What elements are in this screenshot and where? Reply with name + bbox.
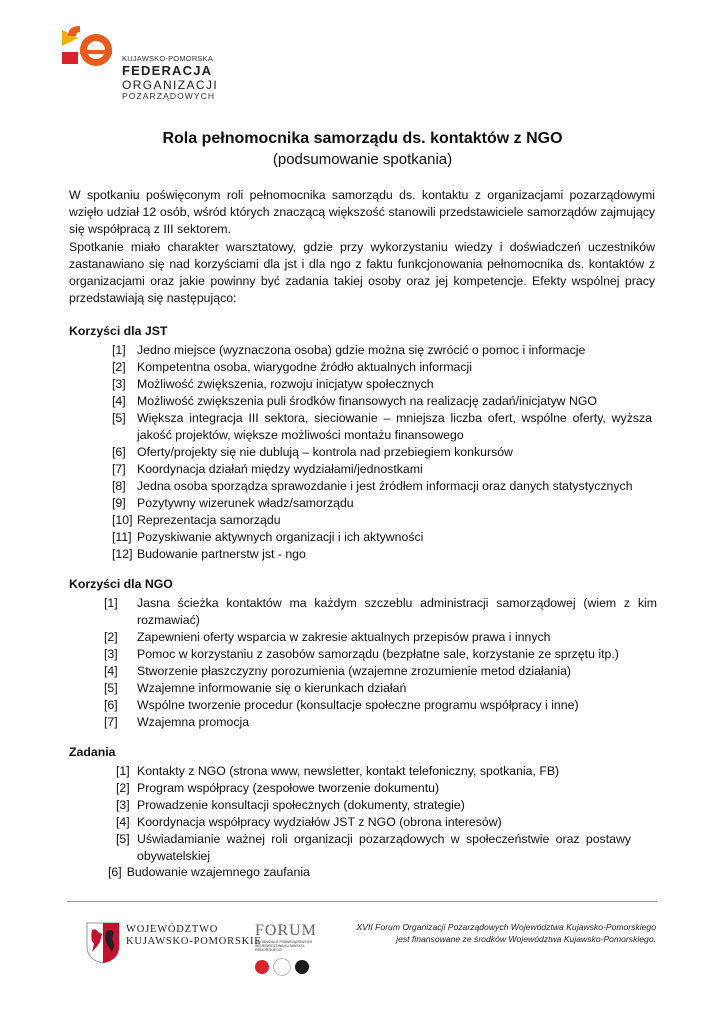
item-text: Wzajemne informowanie się o kierunkach działań <box>137 681 407 695</box>
item-text: Możliwość zwiększenia, rozwoju inicjatyw społecznych <box>137 377 434 391</box>
red-dot-icon <box>255 960 269 974</box>
item-number: [8] <box>112 479 126 493</box>
list-item <box>104 629 657 646</box>
white-dot-icon <box>273 958 291 976</box>
list-item <box>112 444 652 461</box>
item-text: Zapewnieni oferty wsparcia w zakresie aktualnych przepisów prawa i innych <box>137 630 551 644</box>
black-dot-icon <box>295 960 309 974</box>
list-item <box>112 495 652 512</box>
item-number: [7] <box>104 715 118 729</box>
document-subtitle: (podsumowanie spotkania) <box>272 151 453 168</box>
benefits-jst-list <box>112 342 652 563</box>
item-number: [2] <box>116 781 130 795</box>
funding-note-line-1: XVII Forum Organizacji Pozarządowych Województwa Kujawsko-Pomorskiego <box>356 922 656 932</box>
tasks-list <box>116 763 631 865</box>
workshop-paragraph: Spotkanie miało charakter warsztatowy, gdzie przy wykorzystaniu wiedzy i doświadczeń uczestników zastanawiano się nad korzyściami dla jst i dla ngo z faktu funkcjonowania pełnomocnika ds. kontaktów z organizacjami oraz jakie powinny być zadania takiej osoby oraz jej kompetencje. Efekty wspólnej pracy przedstawiają się następująco: <box>69 240 655 305</box>
funding-note-line-2: jest finansowane ze środków Województwa Kujawsko-Pomorskiego. <box>396 934 656 944</box>
list-item <box>104 663 657 680</box>
list-item <box>112 376 652 393</box>
item-text: Wzajemna promocja <box>137 715 250 729</box>
item-number: [4] <box>112 394 126 408</box>
item-text: Reprezentacja samorządu <box>137 513 281 527</box>
section-heading-ngo: Korzyści dla NGO <box>69 577 173 591</box>
item-number: [5] <box>104 681 118 695</box>
list-item <box>112 393 652 410</box>
intro-paragraph: W spotkaniu poświęconym roli pełnomocnika samorządu ds. kontaktu z organizacjami pozarządowymi wzięło udział 12 osób, wśród których znaczącą większość stanowili przedstawiciele samorządów zajmujący się współpracą z III sektorem. <box>69 188 655 236</box>
item-text: Koordynacja działań między wydziałami/jednostkami <box>137 462 423 476</box>
item-text: Oferty/projekty się nie dublują – kontrola nad przebiegiem konkursów <box>137 445 513 459</box>
item-number: [3] <box>116 798 130 812</box>
item-text: Jasna ścieżka kontaktów ma każdym szczeblu administracji samorządowej (wiem z kim rozmawiać) <box>137 596 657 627</box>
item-number: [1] <box>112 343 126 357</box>
footer-divider <box>67 901 657 902</box>
federation-logo-text <box>122 55 218 102</box>
document-title: Rola pełnomocnika samorządu ds. kontaktów z NGO <box>162 130 563 147</box>
list-item <box>116 831 631 865</box>
forum-logo <box>255 922 317 976</box>
item-number: [10] <box>112 513 133 527</box>
section-heading-jst: Korzyści dla JST <box>69 324 168 338</box>
list-item <box>112 512 652 529</box>
list-item <box>116 780 631 797</box>
item-number: [5] <box>116 832 130 846</box>
list-item <box>104 680 657 697</box>
logo-line-2: FEDERACJA <box>122 62 213 78</box>
list-item <box>112 546 652 563</box>
list-item <box>104 697 657 714</box>
item-text: Budowanie partnerstw jst - ngo <box>137 547 306 561</box>
forum-sub-line-1: ORGANIZACJI POZARZĄDOWYCH <box>255 940 312 944</box>
funding-note <box>320 921 656 945</box>
item-text: Stworzenie płaszczyzny porozumienia (wzajemne zrozumienie metod działania) <box>137 664 571 678</box>
item-text: Możliwość zwiększenia puli środków finansowych na realizację zadań/inicjatyw NGO <box>137 394 597 408</box>
item-number: [3] <box>112 377 126 391</box>
item-text: Uświadamianie ważnej roli organizacji pozarządowych w społeczeństwie oraz postawy obywatelskiej <box>137 832 631 863</box>
list-item <box>112 529 652 546</box>
section-heading-tasks: Zadania <box>69 745 116 759</box>
region-line-2: KUJAWSKO-POMORSKIE <box>126 936 262 947</box>
logo-line-3: ORGANIZACJI <box>122 77 219 92</box>
item-number: [6] <box>104 698 118 712</box>
item-number: [5] <box>112 411 126 425</box>
region-line-1: WOJEWÓDZTWO <box>126 924 219 935</box>
list-item <box>104 646 657 663</box>
item-text: Pozyskiwanie aktywnych organizacji i ich aktywności <box>137 530 424 544</box>
item-number: [11] <box>112 530 132 544</box>
item-text: Prowadzenie konsultacji społecznych (dokumenty, strategie) <box>137 798 465 812</box>
item-number: [2] <box>104 630 118 644</box>
item-text: Większa integracja III sektora, sieciowanie – mniejsza liczba ofert, wspólne oferty, wyższa jakość projektów, większe możliwości montażu finansowego <box>137 411 652 442</box>
item-text: Koordynacja współpracy wydziałów JST z NGO (obrona interesów) <box>137 815 502 829</box>
item-number: [6] <box>108 865 122 879</box>
item-text: Budowanie wzajemnego zaufania <box>126 865 310 879</box>
list-item <box>112 410 652 444</box>
item-number: [12] <box>112 547 133 561</box>
federation-logo-mark <box>60 24 116 68</box>
item-number: [4] <box>104 664 118 678</box>
region-name <box>126 924 261 948</box>
item-text: Pozytywny wizerunek władz/samorządu <box>137 496 354 510</box>
item-text: Kompetentna osoba, wiarygodne źródło aktualnych informacji <box>137 360 472 374</box>
logo-line-1: KUJAWSKO-POMORSKA <box>122 54 214 63</box>
list-item <box>116 814 631 831</box>
item-text: Jedna osoba sporządza sprawozdanie i jest źródłem informacji oraz danych statystycznych <box>137 479 633 493</box>
benefits-ngo-list <box>104 595 657 731</box>
list-item <box>112 478 652 495</box>
logo-line-4: POZARZĄDOWYCH <box>122 91 216 102</box>
forum-logo-word: FORUM <box>255 922 317 939</box>
item-text: Jedno miejsce (wyznaczona osoba) gdzie można się zwrócić o pomoc i informacje <box>137 343 586 357</box>
list-item <box>104 595 657 629</box>
item-number: [6] <box>112 445 126 459</box>
item-number: [7] <box>112 462 126 476</box>
list-item <box>116 763 631 780</box>
item-number: [4] <box>116 815 130 829</box>
forum-dots <box>255 958 317 976</box>
region-coat-of-arms-icon <box>86 922 120 964</box>
list-item <box>116 797 631 814</box>
item-text: Wspólne tworzenie procedur (konsultacje społeczne programu współpracy i inne) <box>137 698 579 712</box>
item-number: [1] <box>116 764 130 778</box>
list-item <box>112 461 652 478</box>
item-number: [2] <box>112 360 126 374</box>
item-number: [9] <box>112 496 126 510</box>
forum-logo-subtitle <box>255 940 317 952</box>
list-item <box>108 865 310 879</box>
list-item <box>104 714 657 731</box>
item-text: Program współpracy (zespołowe tworzenie dokumentu) <box>137 781 440 795</box>
item-text: Pomoc w korzystaniu z zasobów samorządu (bezpłatne sale, korzystanie ze sprzętu itp.) <box>137 647 619 661</box>
list-item <box>112 359 652 376</box>
item-text: Kontakty z NGO (strona www, newsletter, kontakt telefoniczny, spotkania, FB) <box>137 764 560 778</box>
list-item <box>112 342 652 359</box>
item-number: [3] <box>104 647 118 661</box>
forum-sub-line-2: WOJEWÓDZTWA KUJAWSKO-POMORSKIEGO <box>255 944 305 952</box>
item-number: [1] <box>104 596 118 610</box>
